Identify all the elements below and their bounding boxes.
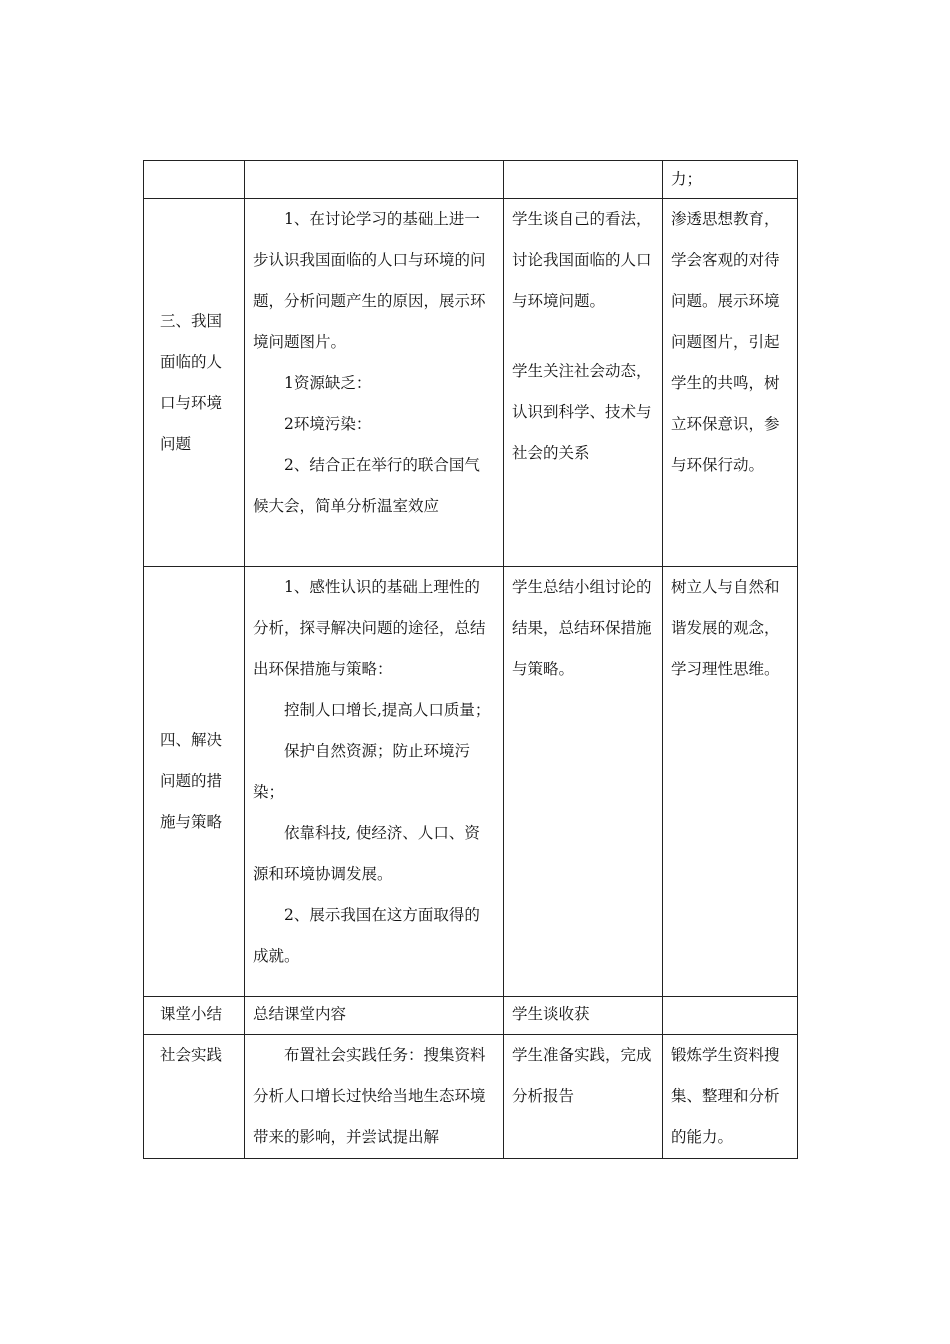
student-activity-cell [504,997,663,1035]
stage-label: 课堂小结 [160,1005,223,1023]
teacher-text: 布置社会实践任务：搜集资料分析人口增长过快给当地生态环境带来的影响，并尝试提出解 [253,1046,486,1146]
design-intent-cell [663,1035,798,1159]
student-activity-cell [504,161,663,199]
table-row [144,161,798,199]
student-text: 学生准备实践，完成分析报告 [512,1046,652,1105]
table-row [144,199,798,567]
stage-cell [144,997,245,1035]
design-intent-cell [663,567,798,997]
stage-cell [144,161,245,199]
teacher-activity-cell [245,1035,504,1159]
teacher-text: 1、在讨论学习的基础上进一步认识我国面临的人口与环境的问题，分析问题产生的原因，展示环境问题图片。 [253,210,486,351]
student-text: 学生谈收获 [512,1005,590,1023]
stage-label: 社会实践 [160,1046,223,1064]
teacher-text: 保护自然资源；防止环境污染； [253,742,471,801]
teacher-text: 2、展示我国在这方面取得的成就。 [253,906,480,965]
table-row [144,997,798,1035]
teacher-text: 2、结合正在举行的联合国气候大会，简单分析温室效应 [253,456,480,515]
student-text: 学生关注社会动态，认识到科学、技术与社会的关系 [512,362,652,462]
intent-text: 锻炼学生资料搜集、整理和分析的能力。 [671,1046,780,1146]
teacher-activity-cell [245,161,504,199]
teacher-text: 2环境污染： [284,415,372,433]
teacher-text: 1资源缺乏： [284,374,372,392]
spacer [512,322,654,351]
design-intent-cell [663,161,798,199]
teacher-text: 总结课堂内容 [253,1005,347,1023]
lesson-plan-table [143,160,798,1159]
student-text: 学生总结小组讨论的结果，总结环保措施与策略。 [512,578,652,678]
intent-text: 力； [671,170,703,188]
teacher-text: 控制人口增长,提高人口质量； [284,701,491,719]
teacher-activity-cell [245,199,504,567]
intent-text: 树立人与自然和谐发展的观念，学习理性思维。 [671,578,780,678]
stage-label: 三、我国面临的人口与环境问题 [160,311,223,453]
stage-cell [144,199,245,567]
table-row [144,1035,798,1159]
teacher-activity-cell [245,997,504,1035]
student-text: 学生谈自己的看法，讨论我国面临的人口与环境问题。 [512,210,652,310]
intent-text: 渗透思想教育，学会客观的对待问题。展示环境问题图片，引起学生的共鸣，树立环保意识，参与环保行动。 [671,210,780,474]
student-activity-cell [504,1035,663,1159]
table-row [144,567,798,997]
teacher-text: 依靠科技, 使经济、人口、资源和环境协调发展。 [253,824,480,883]
stage-label: 四、解决问题的措施与策略 [160,731,223,831]
teacher-text: 1、感性认识的基础上理性的分析，探寻解决问题的途径，总结出环保措施与策略： [253,578,486,678]
stage-cell [144,567,245,997]
design-intent-cell [663,199,798,567]
teacher-activity-cell [245,567,504,997]
design-intent-cell [663,997,798,1035]
stage-cell [144,1035,245,1159]
student-activity-cell [504,199,663,567]
student-activity-cell [504,567,663,997]
